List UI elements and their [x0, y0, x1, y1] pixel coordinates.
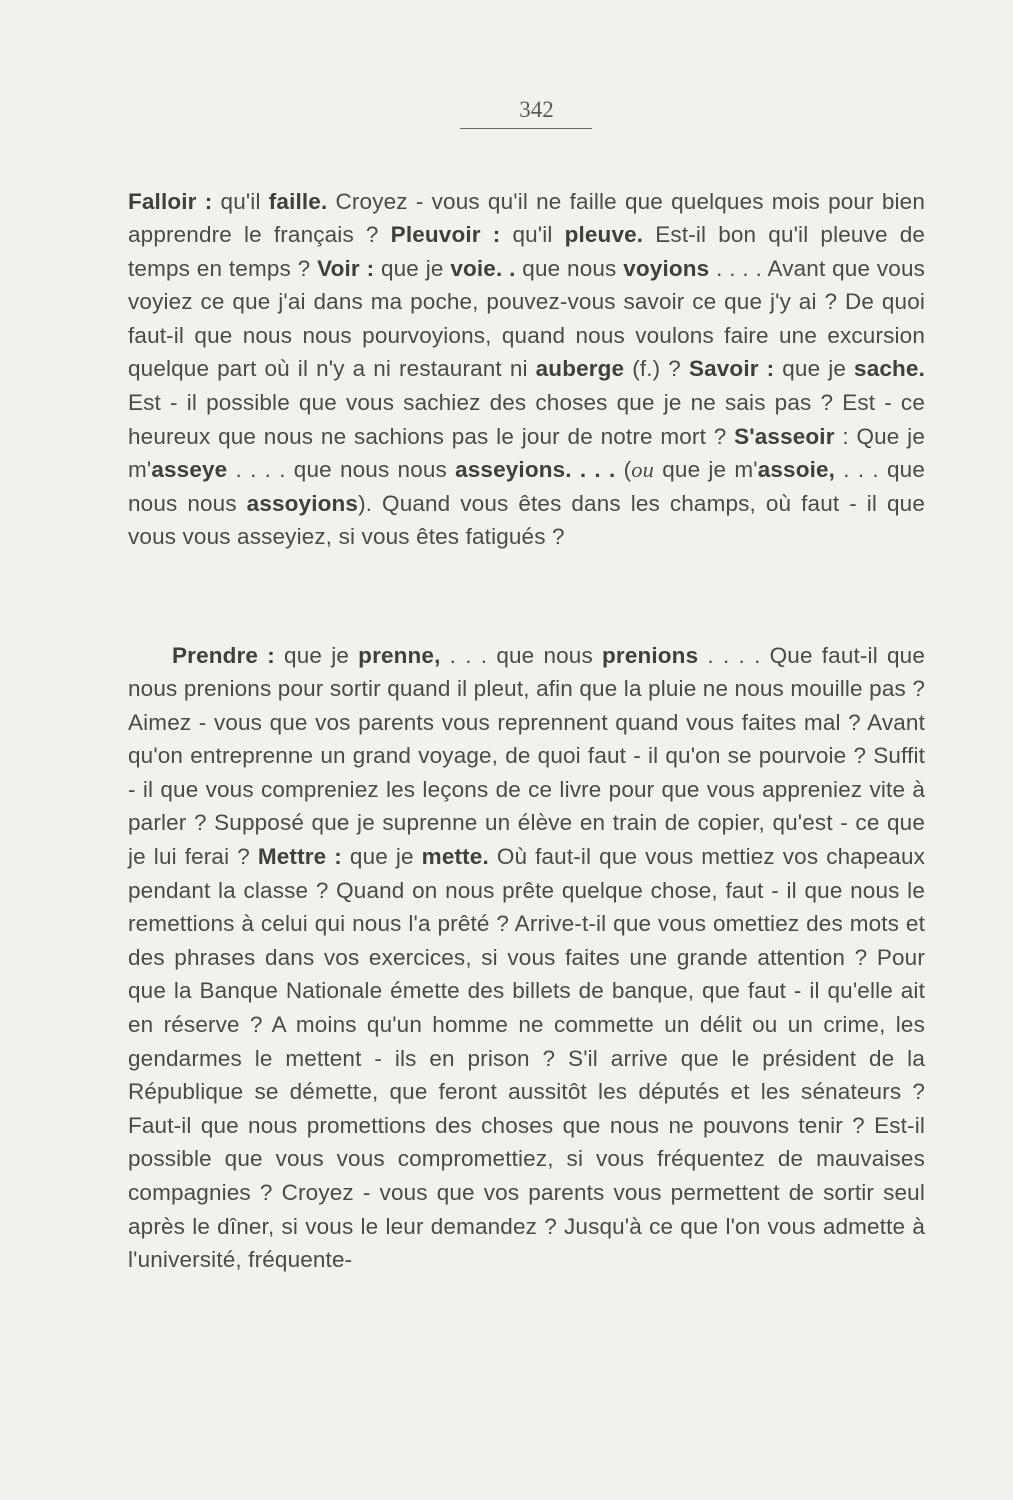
text-run: : Que je m' [128, 423, 925, 483]
bold-term: mette. [421, 844, 489, 870]
bold-term: pleuve. [564, 222, 644, 248]
text-run: . . . que nous [440, 642, 603, 668]
bold-term: assoie, [757, 457, 836, 483]
bold-term: asseyions. . . . [455, 457, 616, 483]
bold-term: auberge [535, 356, 625, 382]
page-number: 342 [519, 97, 554, 122]
text-run: Où faut-il que vous mettiez vos chapeaux pendant la classe ? Quand on nous prête quelque chose, faut - il que nous le remettions à celui qui nous l'a prêté ? Arrive-t-il que vous omettiez des mots et des phrases dans vos exercices, si vous faites une grande attention ? Pour que la Banque Nationale émette des billets de banque, que faut - il qu'elle ait en réserve ? A moins qu'un homme ne commette un délit ou un crime, les gendarmes le mettent - ils en prison ? S'il arrive que le président de la République se démette, que feront aussitôt les députés et les sénateurs ? Faut-il que nous promettions des choses que nous ne pouvons tenir ? Est-il possible que vous vous compromettiez, si vous fréquentez de mauvaises compagnies ? Croyez - vous que vos parents vous permettent de sortir seul après le dîner, si vous le leur demandez ? Jusqu'à ce que l'on vous admette à l'université, fréquente- [128, 844, 926, 1273]
text-run: que je [374, 255, 451, 281]
text-run: ). Quand vous êtes dans les champs, où faut - il que vous vous asseyiez, si vous êtes fatigués ? [128, 490, 925, 550]
bold-term: voie. . [450, 255, 516, 281]
text-run: que nous [515, 255, 624, 281]
bold-term: assoyions [246, 490, 359, 516]
bold-term: faille. [268, 188, 328, 214]
bold-term: prenions [602, 642, 699, 668]
text-run: . . . . Avant que vous voyiez ce que j'ai dans ma poche, pouvez-vous savoir ce que j'y ai ? De quoi faut-il que nous nous pourvoyions, quand nous voulons faire une excursion quelque part où il n'y a ni restaurant ni [128, 255, 926, 382]
text-run: . . . . que nous nous [227, 457, 456, 483]
text-run: Est - il possible que vous sachiez des choses que je ne sais pas ? Est - ce heureux que nous ne sachions pas le jour de notre mort ? [128, 390, 925, 449]
text-run: qu'il [212, 188, 269, 214]
paragraph-2 [128, 639, 925, 1277]
text-run: que je [274, 642, 359, 668]
header-rule [460, 128, 592, 129]
bold-term: prenne, [358, 642, 441, 668]
text-run: que je [774, 356, 855, 382]
text-run: Croyez - vous qu'il ne faille que quelques mois pour bien apprendre le français ? [128, 188, 925, 248]
bold-term: Pleuvoir : [390, 222, 501, 248]
bold-term: Prendre : [172, 642, 275, 668]
text-run: Est-il bon qu'il pleuve de temps en temps ? [128, 222, 926, 281]
text-run: . . . que nous nous [128, 457, 925, 516]
text-run: . . . . Que faut-il que nous prenions pour sortir quand il pleut, afin que la pluie ne nous mouille pas ? Aimez - vous que vos parents vous reprennent quand vous faites mal ? Avant qu'on entreprenne un grand voyage, de quoi faut - il qu'on se pourvoie ? Suffit - il que vous compreniez les leçons de ce livre pour que vous appreniez vite à parler ? Supposé que je suprenne un élève en train de copier, qu'est - ce que je lui ferai ? [128, 642, 925, 870]
bold-term: asseye [151, 457, 228, 483]
bold-term: S'asseoir [734, 423, 835, 449]
bold-term: Savoir : [688, 356, 775, 382]
text-run: que je [341, 844, 422, 870]
bold-term: Mettre : [257, 844, 342, 870]
bold-term: Falloir : [128, 188, 213, 214]
bold-term: sache. [854, 356, 925, 382]
text-run: que je m' [654, 457, 758, 483]
text-run: ( [615, 457, 632, 483]
bold-term: voyions [623, 255, 710, 281]
text-run: qu'il [500, 222, 565, 248]
italic-term: ou [631, 457, 655, 483]
paragraph-1 [128, 185, 925, 555]
bold-term: Voir : [317, 255, 375, 281]
text-run: (f.) ? [624, 356, 689, 382]
